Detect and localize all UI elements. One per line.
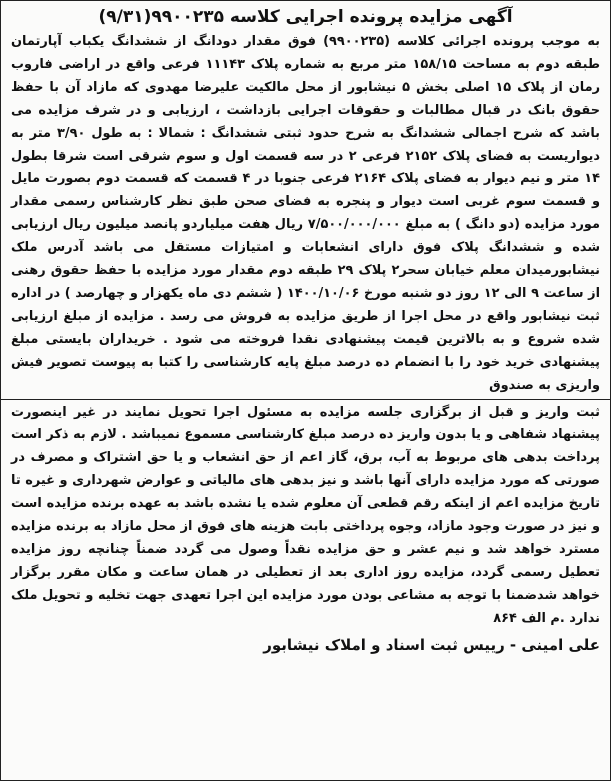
signature-line: علی امینی - رییس ثبت اسناد و املاک نیشابور (263, 635, 600, 654)
notice-title: آگهی مزایده پرونده اجرایی کلاسه ۹۹۰۰۲۳۵(۹/۳۱) (98, 7, 513, 27)
section-divider (1, 399, 610, 400)
notice-paragraph-1: به موجب پرونده اجرائی کلاسه (۹۹۰۰۲۳۵) فوق مقدار دودانگ از ششدانگ یکباب آپارتمان طبقه دوم به مساحت ۱۵۸/۱۵ متر مربع به شماره پلاک ۱۱۱۴۳ فرعی واقع در اراضی فاروب رمان از پلاک ۱۵ اصلی بخش ۵ نیشابور از محل مالکیت علیرضا مهدوی که مازاد آن با حفظ حقوق بانک در قبال مطالبات و حقوقات اجرایی بازداشت ، ارزیابی و در شرف مزایده می باشد که شرح اجمالی ششدانگ به شرح حدود ثبتی ششدانگ : شمالا : به طول ۳/۹۰ متر به دیواریست به فضای پلاک ۲۱۵۲ فرعی ۲ در سه قسمت اول و سوم شرقی است شرقا بطول ۱۴ متر و نیم دیوار به فضای پلاک ۲۱۶۴ فرعی جنوبا در ۴ قسمت که قسمت دوم بصورت مایل و قسمت سوم غربی است دیوار و پنجره به فضای صحن طبق نظر کارشناس رسمی مقدار مورد مزایده (دو دانگ ) به مبلغ ۷/۵۰۰/۰۰۰/۰۰۰ ریال هفت میلیاردو پانصد میلیون ریال ارزیابی شده و ششدانگ پلاک فوق دارای انشعابات و امتیازات مستقل می باشد آدرس ملک نیشابورمیدان معلم خیابان سحر۲ پلاک ۲۹ طبقه دوم مقدار مورد مزایده با حفظ حقوق رهنی از ساعت ۹ الی ۱۲ روز دو شنبه مورخ ۱۴۰۰/۱۰/۰۶ ( ششم دی ماه یکهزار و چهارصد ) در اداره ثبت نیشابور واقع در محل اجرا از طریق مزایده به فروش می رسد . مزایده از مبلغ ارزیابی شده شروع و به بالاترین قیمت پیشنهادی نقدا فروخته می شود . خریداران بایستی مبلغ پیشنهادی خرید خود را با انضمام ده درصد مبلغ پایه کارشناسی را کتبا به پیوست تصویر فیش واریزی به صندوق (11, 34, 601, 393)
notice-paragraph-2: ثبت واریز و قبل از برگزاری جلسه مزایده به مسئول اجرا تحویل نمایند در غیر اینصورت پیشنهاد شفاهی و یا بدون واریز ده درصد مبلغ کارشناسی مسموع نمیباشد . لازم به ذکر است پرداخت بدهی های مربوط به آب، برق، گاز اعم از حق انشعاب و یا حق اشتراک و مصرف در صورتی که مورد مزایده دارای آنها باشد و نیز بدهی های مالیاتی و عوارض شهرداری و غیره تا تاریخ مزایده اعم از اینکه رقم قطعی آن معلوم شده یا نشده باشد به عهده برنده مزایده است و نیز در صورت وجود مازاد، وجوه پرداختی بابت هزینه های فوق از محل مازاد به برنده مزایده مسترد خواهد شد و نیم عشر و حق مزایده نقداً وصول می گردد ضمناً چنانچه روز مزایده تعطیل رسمی گردد، مزایده روز اداری بعد از تعطیلی در همان ساعت و مکان مقرر برگزار خواهد شدضمنا با توجه به مشاعی بودن مورد مزایده این اجرا تعهدی جهت تخلیه و تحویل ملک ندارد .م الف ۸۶۴ (11, 404, 600, 626)
